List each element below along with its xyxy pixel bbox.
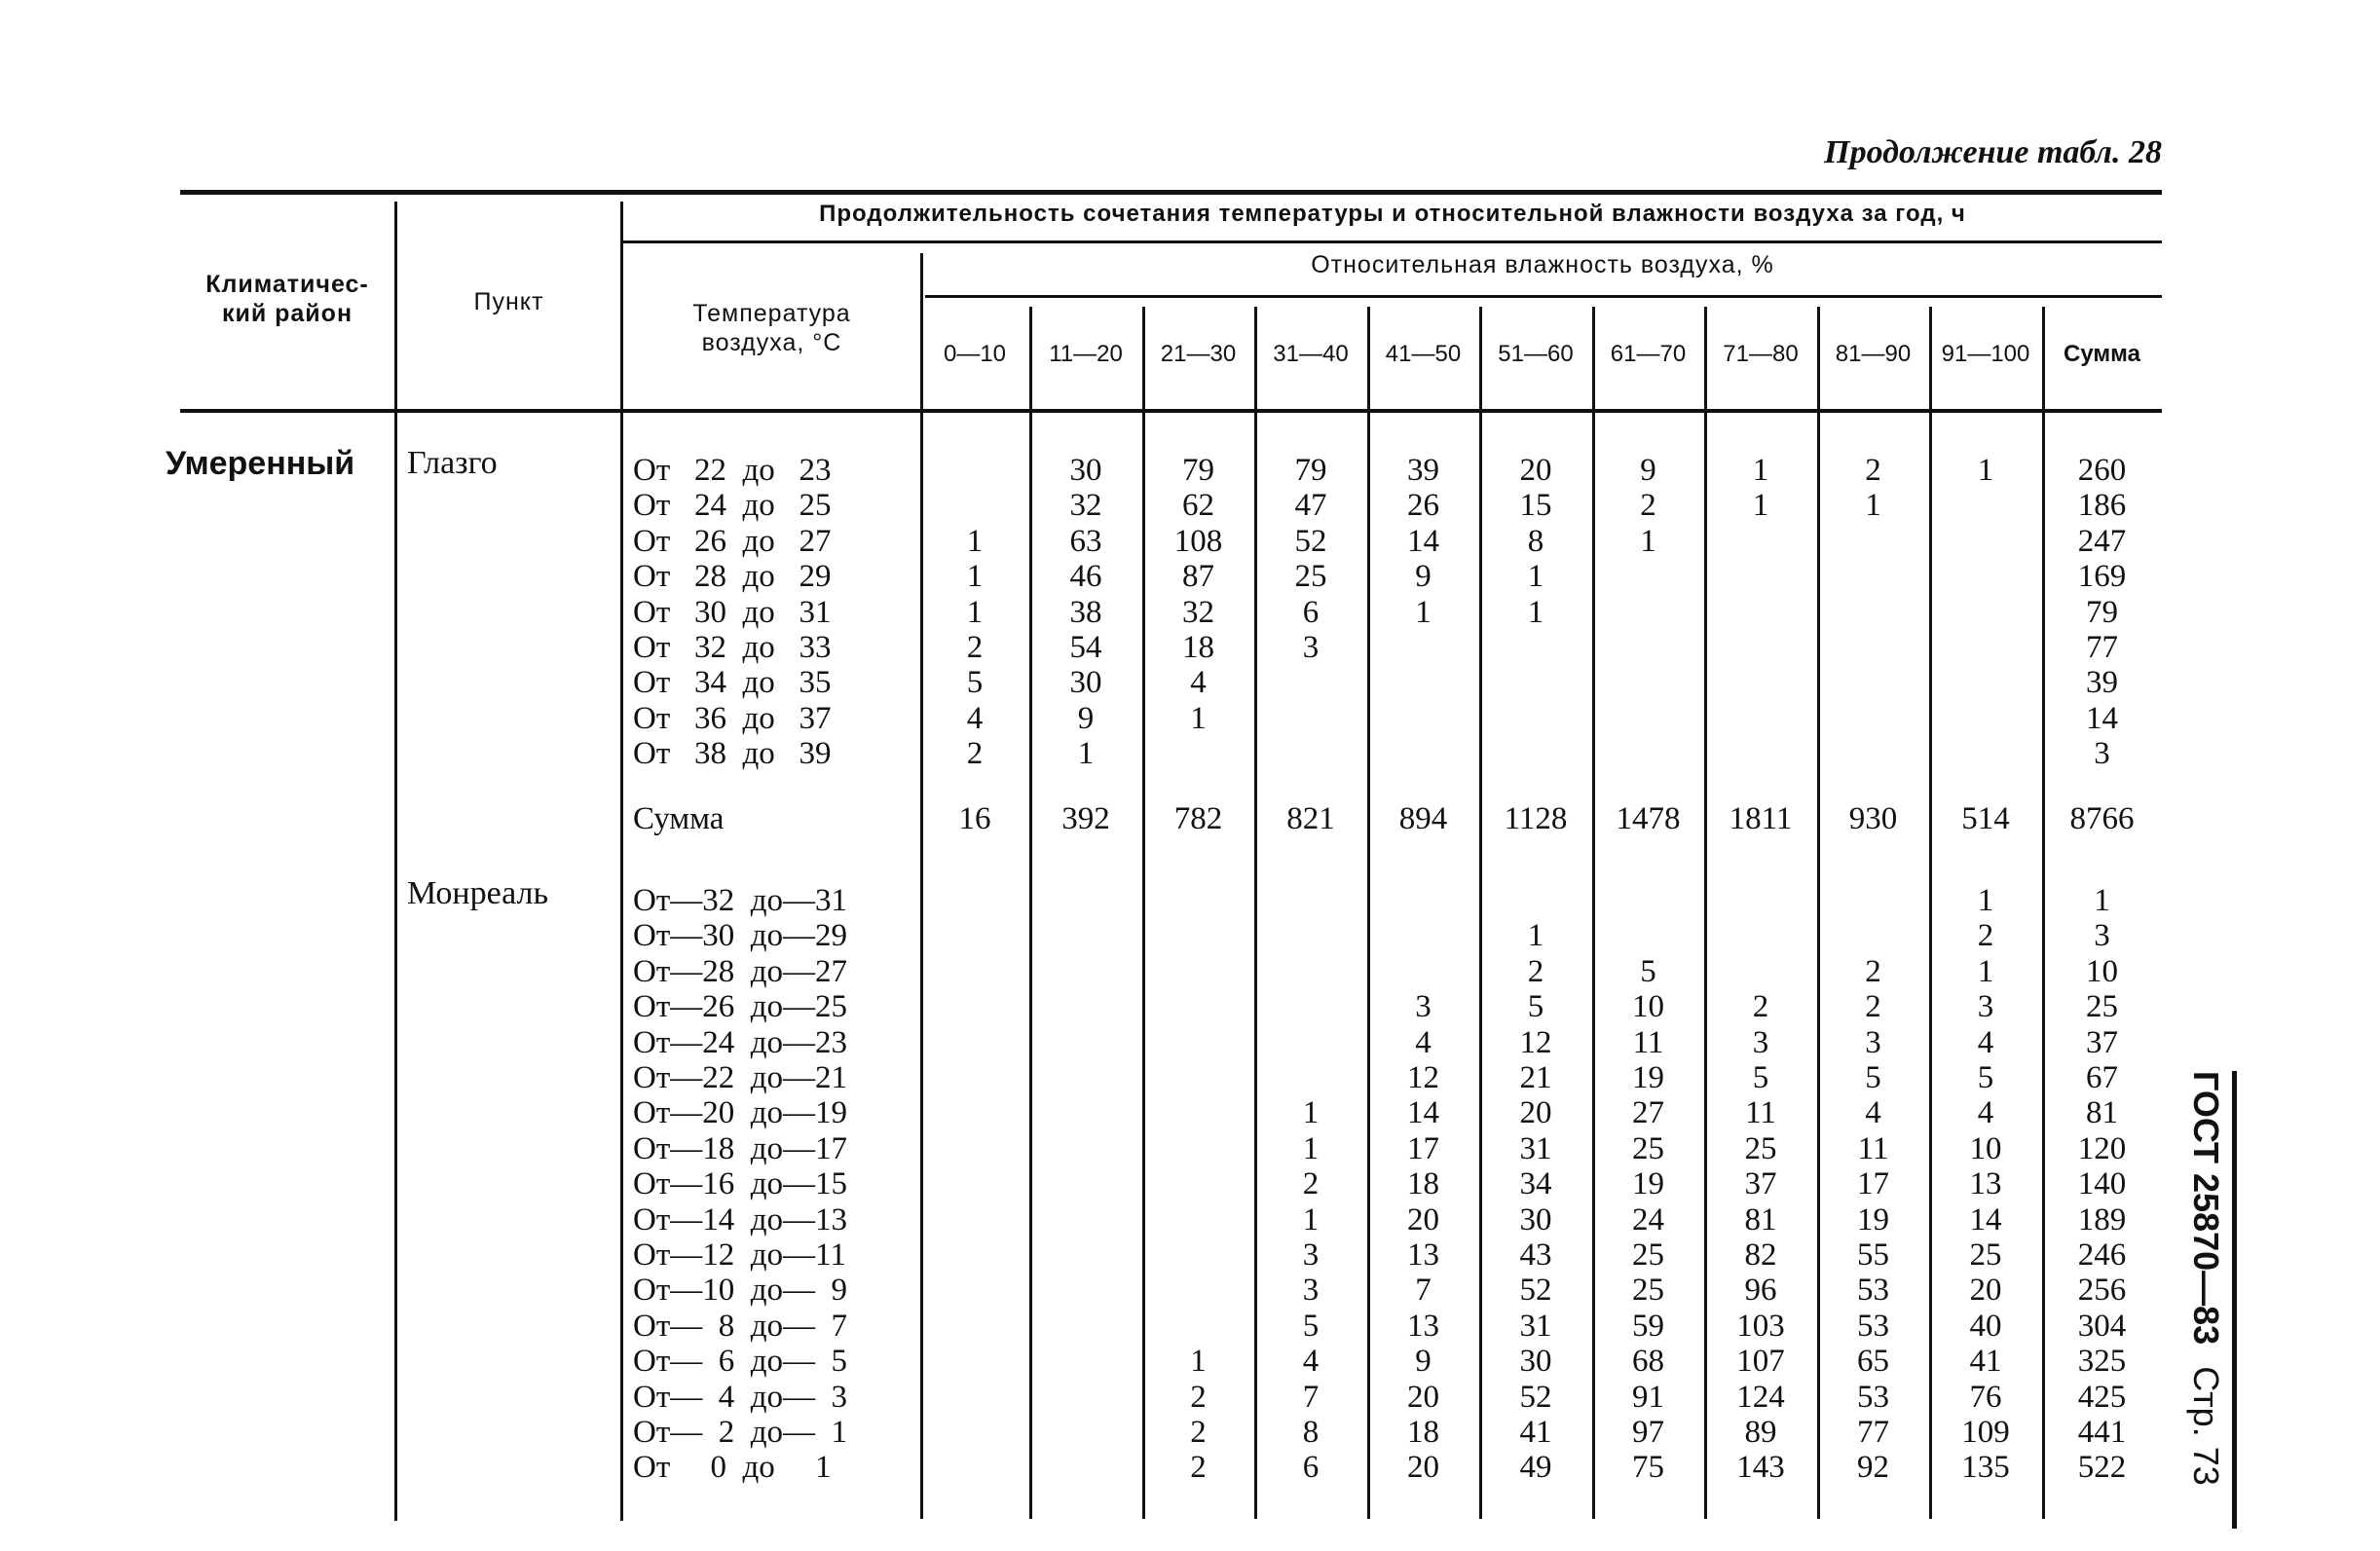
table-cell: 441: [2077, 1415, 2127, 1450]
table-cell: 186: [2077, 488, 2127, 524]
table-cell: 821: [1286, 800, 1335, 836]
table-cell: 4: [1977, 1024, 1994, 1060]
table-cell: 109: [1961, 1415, 2010, 1450]
region-name: Умеренный: [166, 445, 355, 482]
table-cell: 81: [1744, 1201, 1777, 1237]
continuation-caption: Продолжение табл. 28: [1824, 134, 2162, 170]
table-cell: 32: [1069, 488, 1102, 524]
table-cell: 30: [1519, 1344, 1552, 1380]
table-cell: 2: [1190, 1415, 1207, 1450]
table-cell: 62: [1182, 488, 1214, 524]
rule-temperature: [920, 253, 923, 1519]
table-cell: 30: [1069, 453, 1102, 488]
temperature-range: От—18 до—17: [633, 1130, 848, 1166]
temperature-range: От—30 до—29: [633, 918, 848, 954]
temperature-range: От—22 до—21: [633, 1060, 848, 1095]
table-cell: 49: [1519, 1450, 1552, 1486]
table-cell: 37: [2086, 1024, 2118, 1060]
table-cell: 2: [966, 736, 984, 772]
table-cell: 75: [1632, 1450, 1664, 1486]
temperature-range: От 32 до 33: [633, 630, 832, 665]
table-cell: 25: [1632, 1130, 1664, 1166]
table-cell: 1: [1190, 700, 1207, 736]
table-cell: 79: [2086, 594, 2118, 630]
table-cell: 1: [1527, 918, 1544, 954]
table-cell: 97: [1632, 1415, 1664, 1450]
table-cell: 59: [1632, 1308, 1664, 1344]
table-cell: 135: [1961, 1450, 2010, 1486]
table-cell: 10: [1632, 989, 1664, 1025]
table-cell: 92: [1857, 1450, 1889, 1486]
temperature-range: От—10 до— 9: [633, 1273, 848, 1309]
table-cell: 52: [1294, 523, 1327, 559]
table-cell: 3: [1415, 989, 1432, 1025]
table-cell: 21: [1519, 1060, 1552, 1095]
table-cell: 81: [2086, 1095, 2118, 1131]
table-cell: 3: [2094, 918, 2110, 954]
table-cell: 12: [1407, 1060, 1439, 1095]
table-cell: 5: [1302, 1308, 1320, 1344]
header-rule-duration: [623, 240, 2162, 243]
temperature-range: От— 6 до— 5: [633, 1344, 848, 1380]
temperature-range: От 22 до 23: [633, 453, 832, 488]
temperature-range: От 28 до 29: [633, 559, 832, 595]
temperature-range: От 26 до 27: [633, 523, 832, 559]
header-temperature: Температура воздуха, °С: [692, 300, 851, 356]
column-header: 51—60: [1498, 341, 1574, 367]
table-cell: 124: [1736, 1379, 1785, 1415]
temperature-range: От— 2 до— 1: [633, 1415, 848, 1450]
table-cell: 20: [1407, 1450, 1439, 1486]
table-cell: 8: [1302, 1415, 1320, 1450]
table-cell: 39: [1407, 453, 1439, 488]
table-cell: 7: [1415, 1273, 1432, 1309]
column-header: 91—100: [1941, 341, 2030, 367]
side-standard-label: [2183, 1071, 2248, 1529]
table-cell: 30: [1519, 1201, 1552, 1237]
table-cell: 9: [1640, 453, 1656, 488]
table-cell: 4: [1977, 1095, 1994, 1131]
table-cell: 2: [1752, 989, 1769, 1025]
table-cell: 9: [1077, 700, 1095, 736]
table-cell: 91: [1632, 1379, 1664, 1415]
table-cell: 1: [1077, 736, 1095, 772]
table-cell: 13: [1969, 1166, 2002, 1202]
table-cell: 1: [1977, 453, 1994, 488]
table-cell: 5: [966, 665, 984, 701]
table-cell: 77: [2086, 630, 2118, 665]
table-cell: 325: [2077, 1344, 2127, 1380]
table-cell: 3: [1302, 1237, 1320, 1273]
table-cell: 6: [1302, 594, 1320, 630]
table-cell: 25: [1969, 1237, 2002, 1273]
table-cell: 39: [2086, 665, 2118, 701]
table-cell: 96: [1744, 1273, 1777, 1309]
table-cell: 2: [1640, 488, 1656, 524]
table-cell: 63: [1069, 523, 1102, 559]
table-cell: 46: [1069, 559, 1102, 595]
table-cell: 20: [1969, 1273, 2002, 1309]
table-cell: 4: [1865, 1095, 1881, 1131]
table-cell: 1: [1977, 883, 1994, 918]
table-cell: 189: [2077, 1201, 2127, 1237]
table-cell: 1: [2094, 883, 2110, 918]
table-cell: 108: [1173, 523, 1223, 559]
column-header: 31—40: [1273, 341, 1349, 367]
table-cell: 19: [1632, 1166, 1664, 1202]
table-cell: 14: [1407, 523, 1439, 559]
temperature-range: От—16 до—15: [633, 1166, 848, 1202]
temperature-range: От— 8 до— 7: [633, 1308, 848, 1344]
column-header: Сумма: [2064, 341, 2140, 367]
table-cell: 55: [1857, 1237, 1889, 1273]
table-cell: 25: [1744, 1130, 1777, 1166]
table-cell: 24: [1632, 1201, 1664, 1237]
table-cell: 76: [1969, 1379, 2002, 1415]
table-cell: 82: [1744, 1237, 1777, 1273]
table-cell: 11: [1857, 1130, 1889, 1166]
table-cell: 89: [1744, 1415, 1777, 1450]
table-cell: 68: [1632, 1344, 1664, 1380]
table-cell: 20: [1407, 1379, 1439, 1415]
table-cell: 54: [1069, 630, 1102, 665]
table-cell: 87: [1182, 559, 1214, 595]
table-cell: 20: [1407, 1201, 1439, 1237]
table-cell: 53: [1857, 1273, 1889, 1309]
table-cell: 169: [2077, 559, 2127, 595]
header-point: Пункт: [473, 288, 544, 315]
table-cell: 37: [1744, 1166, 1777, 1202]
temperature-range: От—28 до—27: [633, 953, 848, 989]
table-cell: 10: [2086, 953, 2118, 989]
table-cell: 17: [1407, 1130, 1439, 1166]
table-cell: 3: [2094, 736, 2110, 772]
standard-number: ГОСТ 25870—83: [2186, 1071, 2226, 1346]
table-cell: 107: [1736, 1344, 1785, 1380]
table-cell: 19: [1857, 1201, 1889, 1237]
table-cell: 18: [1407, 1415, 1439, 1450]
table-cell: 304: [2077, 1308, 2127, 1344]
column-header: 0—10: [943, 341, 1007, 367]
table-cell: 27: [1632, 1095, 1664, 1131]
table-cell: 1811: [1729, 800, 1793, 836]
column-header: 61—70: [1610, 341, 1687, 367]
rule-point: [620, 202, 623, 1521]
table-cell: 5: [1752, 1060, 1769, 1095]
table-cell: 3: [1302, 630, 1320, 665]
table-cell: 52: [1519, 1379, 1552, 1415]
climate-table: [166, 190, 2162, 1519]
page-number: Стр. 73: [2186, 1366, 2226, 1486]
table-cell: 43: [1519, 1237, 1552, 1273]
table-cell: 4: [1302, 1344, 1320, 1380]
table-cell: 7: [1302, 1379, 1320, 1415]
table-cell: 5: [1977, 1060, 1994, 1095]
table-cell: 425: [2077, 1379, 2127, 1415]
table-cell: 143: [1736, 1450, 1785, 1486]
rule-region: [394, 202, 397, 1521]
top-rule: [180, 190, 2162, 195]
table-cell: 1: [1302, 1130, 1320, 1166]
table-cell: 18: [1182, 630, 1214, 665]
header-humidity: Относительная влажность воздуха, %: [1311, 251, 1774, 278]
table-cell: 4: [1190, 665, 1207, 701]
table-cell: 1: [1527, 559, 1544, 595]
table-cell: 2: [1190, 1450, 1207, 1486]
table-cell: 25: [1632, 1237, 1664, 1273]
table-cell: 5: [1865, 1060, 1881, 1095]
column-header: 81—90: [1835, 341, 1912, 367]
table-cell: 5: [1640, 953, 1656, 989]
table-cell: 1: [1640, 523, 1656, 559]
table-cell: 2: [1865, 453, 1881, 488]
table-cell: 3: [1977, 989, 1994, 1025]
temperature-range: От 34 до 35: [633, 665, 832, 701]
table-cell: 19: [1632, 1060, 1664, 1095]
table-cell: 30: [1069, 665, 1102, 701]
temperature-range: От—32 до—31: [633, 883, 848, 918]
column-header: 21—30: [1160, 341, 1237, 367]
table-cell: 65: [1857, 1344, 1889, 1380]
table-cell: 13: [1407, 1308, 1439, 1344]
table-cell: 79: [1182, 453, 1214, 488]
header-bottom-rule: [180, 409, 2162, 413]
temperature-range: От 0 до 1: [633, 1450, 832, 1486]
table-cell: 1478: [1616, 800, 1681, 836]
table-cell: 247: [2077, 523, 2127, 559]
table-cell: 41: [1519, 1415, 1552, 1450]
table-cell: 18: [1407, 1166, 1439, 1202]
temperature-range: От—24 до—23: [633, 1024, 848, 1060]
table-cell: 79: [1294, 453, 1327, 488]
table-cell: 6: [1302, 1450, 1320, 1486]
table-cell: 47: [1294, 488, 1327, 524]
temperature-range: От 24 до 25: [633, 488, 832, 524]
table-cell: 1: [1752, 453, 1769, 488]
table-cell: 3: [1865, 1024, 1881, 1060]
table-cell: 32: [1182, 594, 1214, 630]
temperature-range: От 30 до 31: [633, 594, 832, 630]
table-cell: 8: [1527, 523, 1544, 559]
table-cell: 4: [1415, 1024, 1432, 1060]
table-cell: 2: [1865, 989, 1881, 1025]
table-cell: 77: [1857, 1415, 1889, 1450]
city-name: Глазго: [407, 445, 498, 481]
table-cell: 1: [1302, 1201, 1320, 1237]
table-cell: 930: [1848, 800, 1898, 836]
table-cell: 40: [1969, 1308, 2002, 1344]
table-cell: 34: [1519, 1166, 1552, 1202]
column-header: 41—50: [1385, 341, 1462, 367]
table-cell: 2: [966, 630, 984, 665]
table-cell: 5: [1527, 989, 1544, 1025]
table-cell: 1: [966, 594, 984, 630]
table-cell: 260: [2077, 453, 2127, 488]
header-rule-humidity: [925, 295, 2162, 298]
header-region: Климатичес- кий район: [205, 271, 369, 327]
table-cell: 140: [2077, 1166, 2127, 1202]
table-cell: 522: [2077, 1450, 2127, 1486]
column-header: 71—80: [1723, 341, 1799, 367]
table-cell: 514: [1961, 800, 2010, 836]
table-cell: 25: [1632, 1273, 1664, 1309]
table-cell: 25: [2086, 989, 2118, 1025]
temperature-range: От—14 до—13: [633, 1201, 848, 1237]
table-cell: 31: [1519, 1308, 1552, 1344]
table-cell: 1: [1527, 594, 1544, 630]
table-cell: 1: [1977, 953, 1994, 989]
table-cell: 16: [958, 800, 991, 836]
table-cell: 14: [1969, 1201, 2002, 1237]
table-cell: 14: [2086, 700, 2118, 736]
table-cell: 1: [1415, 594, 1432, 630]
temperature-range: От— 4 до— 3: [633, 1379, 848, 1415]
table-cell: 1: [1302, 1095, 1320, 1131]
table-cell: 11: [1632, 1024, 1664, 1060]
table-cell: 26: [1407, 488, 1439, 524]
table-cell: 782: [1173, 800, 1223, 836]
table-cell: 31: [1519, 1130, 1552, 1166]
table-cell: 1128: [1504, 800, 1568, 836]
table-cell: 11: [1745, 1095, 1776, 1131]
table-cell: 9: [1415, 559, 1432, 595]
table-cell: 14: [1407, 1095, 1439, 1131]
table-cell: 894: [1398, 800, 1448, 836]
table-cell: 8766: [2069, 800, 2135, 836]
temperature-range: От 36 до 37: [633, 700, 832, 736]
table-cell: 3: [1752, 1024, 1769, 1060]
table-cell: 2: [1977, 918, 1994, 954]
header-duration: Продолжительность сочетания температуры и относительной влажности воздуха за год, ч: [819, 201, 1966, 227]
table-cell: 2: [1527, 953, 1544, 989]
table-cell: 9: [1415, 1344, 1432, 1380]
table-cell: 12: [1519, 1024, 1552, 1060]
table-cell: 25: [1294, 559, 1327, 595]
table-cell: 1: [966, 559, 984, 595]
column-header: 11—20: [1049, 341, 1123, 367]
table-cell: 1: [1190, 1344, 1207, 1380]
table-cell: 38: [1069, 594, 1102, 630]
table-cell: 15: [1519, 488, 1552, 524]
table-cell: 52: [1519, 1273, 1552, 1309]
table-cell: 53: [1857, 1379, 1889, 1415]
table-cell: 1: [1865, 488, 1881, 524]
table-cell: 10: [1969, 1130, 2002, 1166]
table-cell: 20: [1519, 453, 1552, 488]
table-cell: 4: [966, 700, 984, 736]
table-cell: 246: [2077, 1237, 2127, 1273]
temperature-range: От—12 до—11: [633, 1237, 846, 1273]
table-cell: 67: [2086, 1060, 2118, 1095]
table-cell: 17: [1857, 1166, 1889, 1202]
table-cell: 392: [1061, 800, 1110, 836]
table-cell: 2: [1865, 953, 1881, 989]
table-cell: 2: [1190, 1379, 1207, 1415]
temperature-range: От 38 до 39: [633, 736, 832, 772]
temperature-range: От—20 до—19: [633, 1095, 848, 1131]
temperature-range: От—26 до—25: [633, 989, 848, 1025]
table-cell: 53: [1857, 1308, 1889, 1344]
table-cell: 1: [1752, 488, 1769, 524]
temperature-range: Сумма: [633, 800, 725, 836]
table-cell: 13: [1407, 1237, 1439, 1273]
table-cell: 1: [966, 523, 984, 559]
table-cell: 103: [1736, 1308, 1785, 1344]
table-cell: 20: [1519, 1095, 1552, 1131]
table-cell: 41: [1969, 1344, 2002, 1380]
table-cell: 2: [1302, 1166, 1320, 1202]
city-name: Монреаль: [407, 875, 548, 911]
table-cell: 120: [2077, 1130, 2127, 1166]
side-rule: [2232, 1071, 2237, 1529]
table-cell: 256: [2077, 1273, 2127, 1309]
table-cell: 3: [1302, 1273, 1320, 1309]
